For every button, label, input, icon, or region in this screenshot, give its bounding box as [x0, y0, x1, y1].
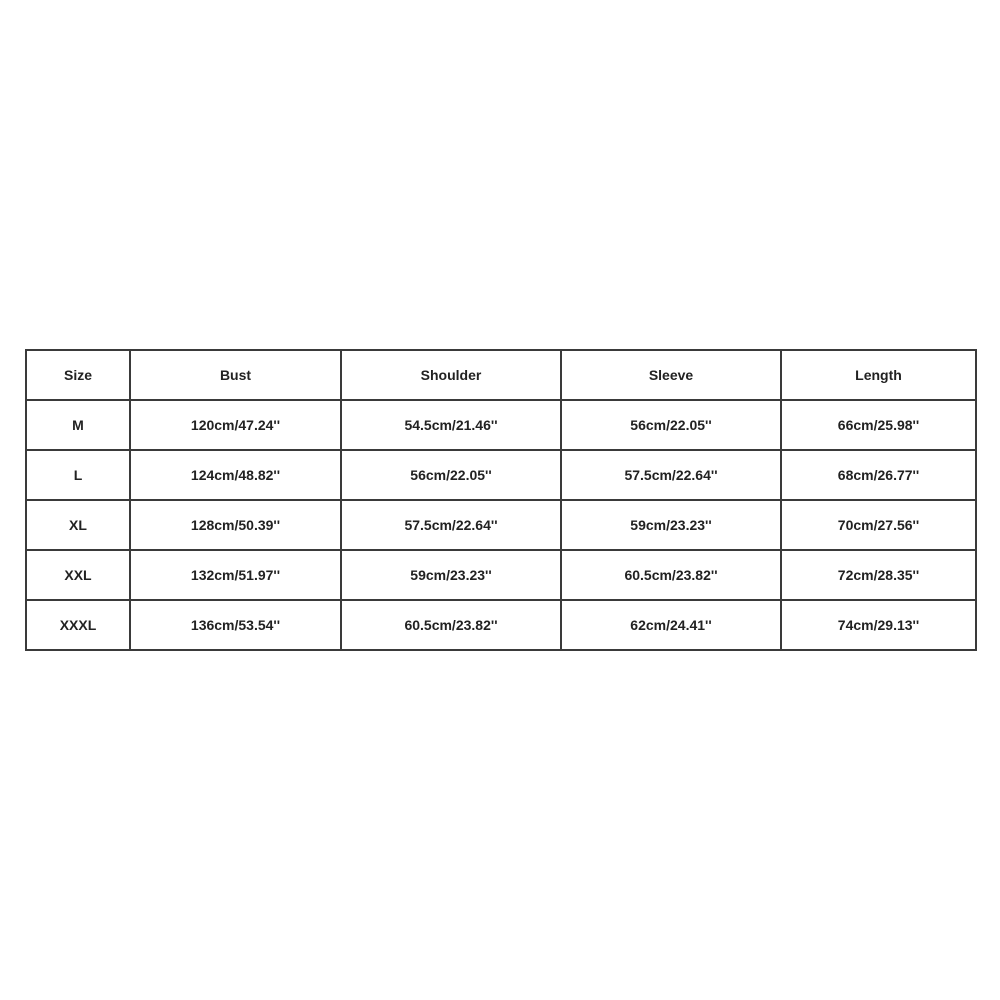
cell-size: L [26, 450, 130, 500]
cell-sleeve: 59cm/23.23'' [561, 500, 781, 550]
cell-sleeve: 60.5cm/23.82'' [561, 550, 781, 600]
cell-length: 74cm/29.13'' [781, 600, 976, 650]
header-bust: Bust [130, 350, 341, 400]
cell-length: 72cm/28.35'' [781, 550, 976, 600]
cell-bust: 132cm/51.97'' [130, 550, 341, 600]
size-chart-table [25, 349, 977, 651]
cell-length: 66cm/25.98'' [781, 400, 976, 450]
table-row [26, 500, 976, 550]
table-row [26, 450, 976, 500]
cell-bust: 124cm/48.82'' [130, 450, 341, 500]
header-length: Length [781, 350, 976, 400]
cell-size: M [26, 400, 130, 450]
cell-sleeve: 57.5cm/22.64'' [561, 450, 781, 500]
cell-shoulder: 60.5cm/23.82'' [341, 600, 561, 650]
cell-length: 70cm/27.56'' [781, 500, 976, 550]
cell-sleeve: 62cm/24.41'' [561, 600, 781, 650]
cell-size: XXL [26, 550, 130, 600]
cell-shoulder: 56cm/22.05'' [341, 450, 561, 500]
cell-length: 68cm/26.77'' [781, 450, 976, 500]
table-row [26, 600, 976, 650]
header-size: Size [26, 350, 130, 400]
cell-bust: 120cm/47.24'' [130, 400, 341, 450]
cell-sleeve: 56cm/22.05'' [561, 400, 781, 450]
table-row [26, 550, 976, 600]
cell-shoulder: 54.5cm/21.46'' [341, 400, 561, 450]
cell-size: XXXL [26, 600, 130, 650]
cell-shoulder: 57.5cm/22.64'' [341, 500, 561, 550]
header-shoulder: Shoulder [341, 350, 561, 400]
table-row [26, 400, 976, 450]
header-row [26, 350, 976, 400]
cell-bust: 136cm/53.54'' [130, 600, 341, 650]
header-sleeve: Sleeve [561, 350, 781, 400]
cell-size: XL [26, 500, 130, 550]
cell-bust: 128cm/50.39'' [130, 500, 341, 550]
cell-shoulder: 59cm/23.23'' [341, 550, 561, 600]
